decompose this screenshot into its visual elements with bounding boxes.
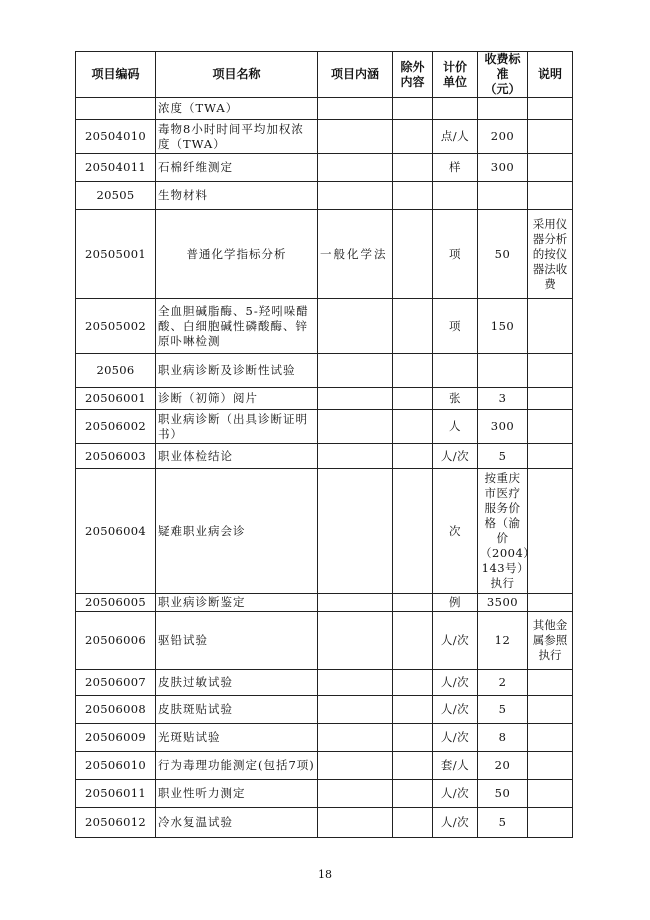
code-cell: 20506007 (76, 670, 156, 696)
price-cell: 200 (478, 120, 528, 154)
content-cell (318, 154, 393, 182)
content-cell (318, 594, 393, 612)
table-row (76, 210, 573, 299)
table-row (76, 410, 573, 444)
excluded-cell (393, 752, 433, 780)
note-cell (528, 594, 573, 612)
note-cell (528, 120, 573, 154)
excluded-cell (393, 182, 433, 210)
unit-cell: 套/人 (433, 752, 478, 780)
price-cell: 5 (478, 444, 528, 469)
content-cell (318, 98, 393, 120)
content-cell (318, 410, 393, 444)
name-cell: 行为毒理功能测定(包括7项) (156, 752, 318, 780)
table-row (76, 299, 573, 354)
unit-cell: 样 (433, 154, 478, 182)
excluded-cell (393, 469, 433, 594)
excluded-cell (393, 120, 433, 154)
code-cell: 20505001 (76, 210, 156, 299)
excluded-cell (393, 410, 433, 444)
price-cell (478, 182, 528, 210)
name-cell: 毒物8小时时间平均加权浓度（TWA） (156, 120, 318, 154)
table-row (76, 752, 573, 780)
code-cell: 20506009 (76, 724, 156, 752)
content-cell (318, 696, 393, 724)
name-cell: 职业病诊断（出具诊断证明书） (156, 410, 318, 444)
name-cell: 职业体检结论 (156, 444, 318, 469)
unit-cell: 人/次 (433, 808, 478, 838)
header-unit: 计价 单位 (433, 52, 478, 98)
content-cell (318, 612, 393, 670)
content-cell (318, 388, 393, 410)
code-cell: 20506012 (76, 808, 156, 838)
table-row (76, 388, 573, 410)
unit-cell: 次 (433, 469, 478, 594)
excluded-cell (393, 696, 433, 724)
note-cell (528, 299, 573, 354)
name-cell: 生物材料 (156, 182, 318, 210)
price-cell (478, 98, 528, 120)
price-cell: 5 (478, 696, 528, 724)
unit-cell: 人/次 (433, 612, 478, 670)
note-cell: 其他金属参照执行 (528, 612, 573, 670)
code-cell: 20506002 (76, 410, 156, 444)
name-cell: 职业性听力测定 (156, 780, 318, 808)
content-cell (318, 469, 393, 594)
price-cell: 8 (478, 724, 528, 752)
header-code: 项目编码 (76, 52, 156, 98)
header-excluded: 除外 内容 (393, 52, 433, 98)
unit-cell: 例 (433, 594, 478, 612)
note-cell (528, 670, 573, 696)
content-cell (318, 299, 393, 354)
price-cell: 20 (478, 752, 528, 780)
code-cell: 20505 (76, 182, 156, 210)
price-cell: 300 (478, 410, 528, 444)
header-name: 项目名称 (156, 52, 318, 98)
table-row (76, 670, 573, 696)
content-cell: 一般化学法 (318, 210, 393, 299)
code-cell: 20506010 (76, 752, 156, 780)
unit-cell: 人/次 (433, 724, 478, 752)
code-cell: 20504011 (76, 154, 156, 182)
table-row (76, 594, 573, 612)
header-price: 收费标准 （元） (478, 52, 528, 98)
name-cell: 普通化学指标分析 (156, 210, 318, 299)
unit-cell (433, 98, 478, 120)
price-cell: 150 (478, 299, 528, 354)
note-cell (528, 182, 573, 210)
content-cell (318, 724, 393, 752)
note-cell: 采用仪器分析的按仪器法收费 (528, 210, 573, 299)
unit-cell: 人/次 (433, 780, 478, 808)
content-cell (318, 444, 393, 469)
unit-cell (433, 354, 478, 388)
name-cell: 职业病诊断及诊断性试验 (156, 354, 318, 388)
unit-cell: 项 (433, 210, 478, 299)
table-row (76, 780, 573, 808)
note-cell (528, 469, 573, 594)
header-content: 项目内涵 (318, 52, 393, 98)
table-row (76, 120, 573, 154)
table-row (76, 808, 573, 838)
table-row (76, 612, 573, 670)
code-cell: 20506011 (76, 780, 156, 808)
excluded-cell (393, 808, 433, 838)
note-cell (528, 724, 573, 752)
table-row (76, 444, 573, 469)
code-cell: 20506005 (76, 594, 156, 612)
excluded-cell (393, 724, 433, 752)
note-cell (528, 154, 573, 182)
excluded-cell (393, 388, 433, 410)
note-cell (528, 808, 573, 838)
page-number: 18 (318, 868, 332, 881)
price-cell: 2 (478, 670, 528, 696)
content-cell (318, 354, 393, 388)
name-cell: 疑难职业病会诊 (156, 469, 318, 594)
table-row (76, 154, 573, 182)
excluded-cell (393, 444, 433, 469)
name-cell: 全血胆碱脂酶、5-羟吲哚醋酸、白细胞碱性磷酸酶、锌原卟啉检测 (156, 299, 318, 354)
note-cell (528, 388, 573, 410)
price-cell (478, 354, 528, 388)
table-row (76, 724, 573, 752)
name-cell: 皮肤斑贴试验 (156, 696, 318, 724)
table-row (76, 696, 573, 724)
name-cell: 光斑贴试验 (156, 724, 318, 752)
name-cell: 浓度（TWA） (156, 98, 318, 120)
name-cell: 皮肤过敏试验 (156, 670, 318, 696)
unit-cell: 张 (433, 388, 478, 410)
code-cell: 20506 (76, 354, 156, 388)
table-row (76, 354, 573, 388)
excluded-cell (393, 780, 433, 808)
code-cell: 20504010 (76, 120, 156, 154)
note-cell (528, 444, 573, 469)
note-cell (528, 98, 573, 120)
unit-cell: 点/人 (433, 120, 478, 154)
unit-cell: 人/次 (433, 444, 478, 469)
excluded-cell (393, 154, 433, 182)
name-cell: 职业病诊断鉴定 (156, 594, 318, 612)
name-cell: 驱铅试验 (156, 612, 318, 670)
note-cell (528, 780, 573, 808)
name-cell: 诊断（初筛）阅片 (156, 388, 318, 410)
note-cell (528, 410, 573, 444)
excluded-cell (393, 612, 433, 670)
price-cell: 50 (478, 780, 528, 808)
unit-cell: 人/次 (433, 670, 478, 696)
code-cell: 20506008 (76, 696, 156, 724)
code-cell: 20506001 (76, 388, 156, 410)
table-row (76, 98, 573, 120)
unit-cell: 人 (433, 410, 478, 444)
excluded-cell (393, 299, 433, 354)
price-cell: 300 (478, 154, 528, 182)
price-cell: 3500 (478, 594, 528, 612)
note-cell (528, 752, 573, 780)
price-cell: 5 (478, 808, 528, 838)
price-cell: 12 (478, 612, 528, 670)
content-cell (318, 752, 393, 780)
name-cell: 石棉纤维测定 (156, 154, 318, 182)
table-row (76, 182, 573, 210)
name-cell: 冷水复温试验 (156, 808, 318, 838)
note-cell (528, 696, 573, 724)
code-cell: 20506003 (76, 444, 156, 469)
excluded-cell (393, 594, 433, 612)
content-cell (318, 120, 393, 154)
code-cell: 20506006 (76, 612, 156, 670)
code-cell: 20506004 (76, 469, 156, 594)
unit-cell: 项 (433, 299, 478, 354)
unit-cell: 人/次 (433, 696, 478, 724)
price-cell: 3 (478, 388, 528, 410)
content-cell (318, 670, 393, 696)
excluded-cell (393, 210, 433, 299)
code-cell (76, 98, 156, 120)
header-note: 说明 (528, 52, 573, 98)
content-cell (318, 808, 393, 838)
excluded-cell (393, 98, 433, 120)
price-cell: 50 (478, 210, 528, 299)
content-cell (318, 780, 393, 808)
unit-cell (433, 182, 478, 210)
table-row (76, 469, 573, 594)
fee-table (75, 51, 573, 838)
price-cell: 按重庆市医疗服务价格（渝价（2004）143号）执行 (478, 469, 528, 594)
excluded-cell (393, 354, 433, 388)
header-row (76, 52, 573, 98)
code-cell: 20505002 (76, 299, 156, 354)
content-cell (318, 182, 393, 210)
note-cell (528, 354, 573, 388)
excluded-cell (393, 670, 433, 696)
